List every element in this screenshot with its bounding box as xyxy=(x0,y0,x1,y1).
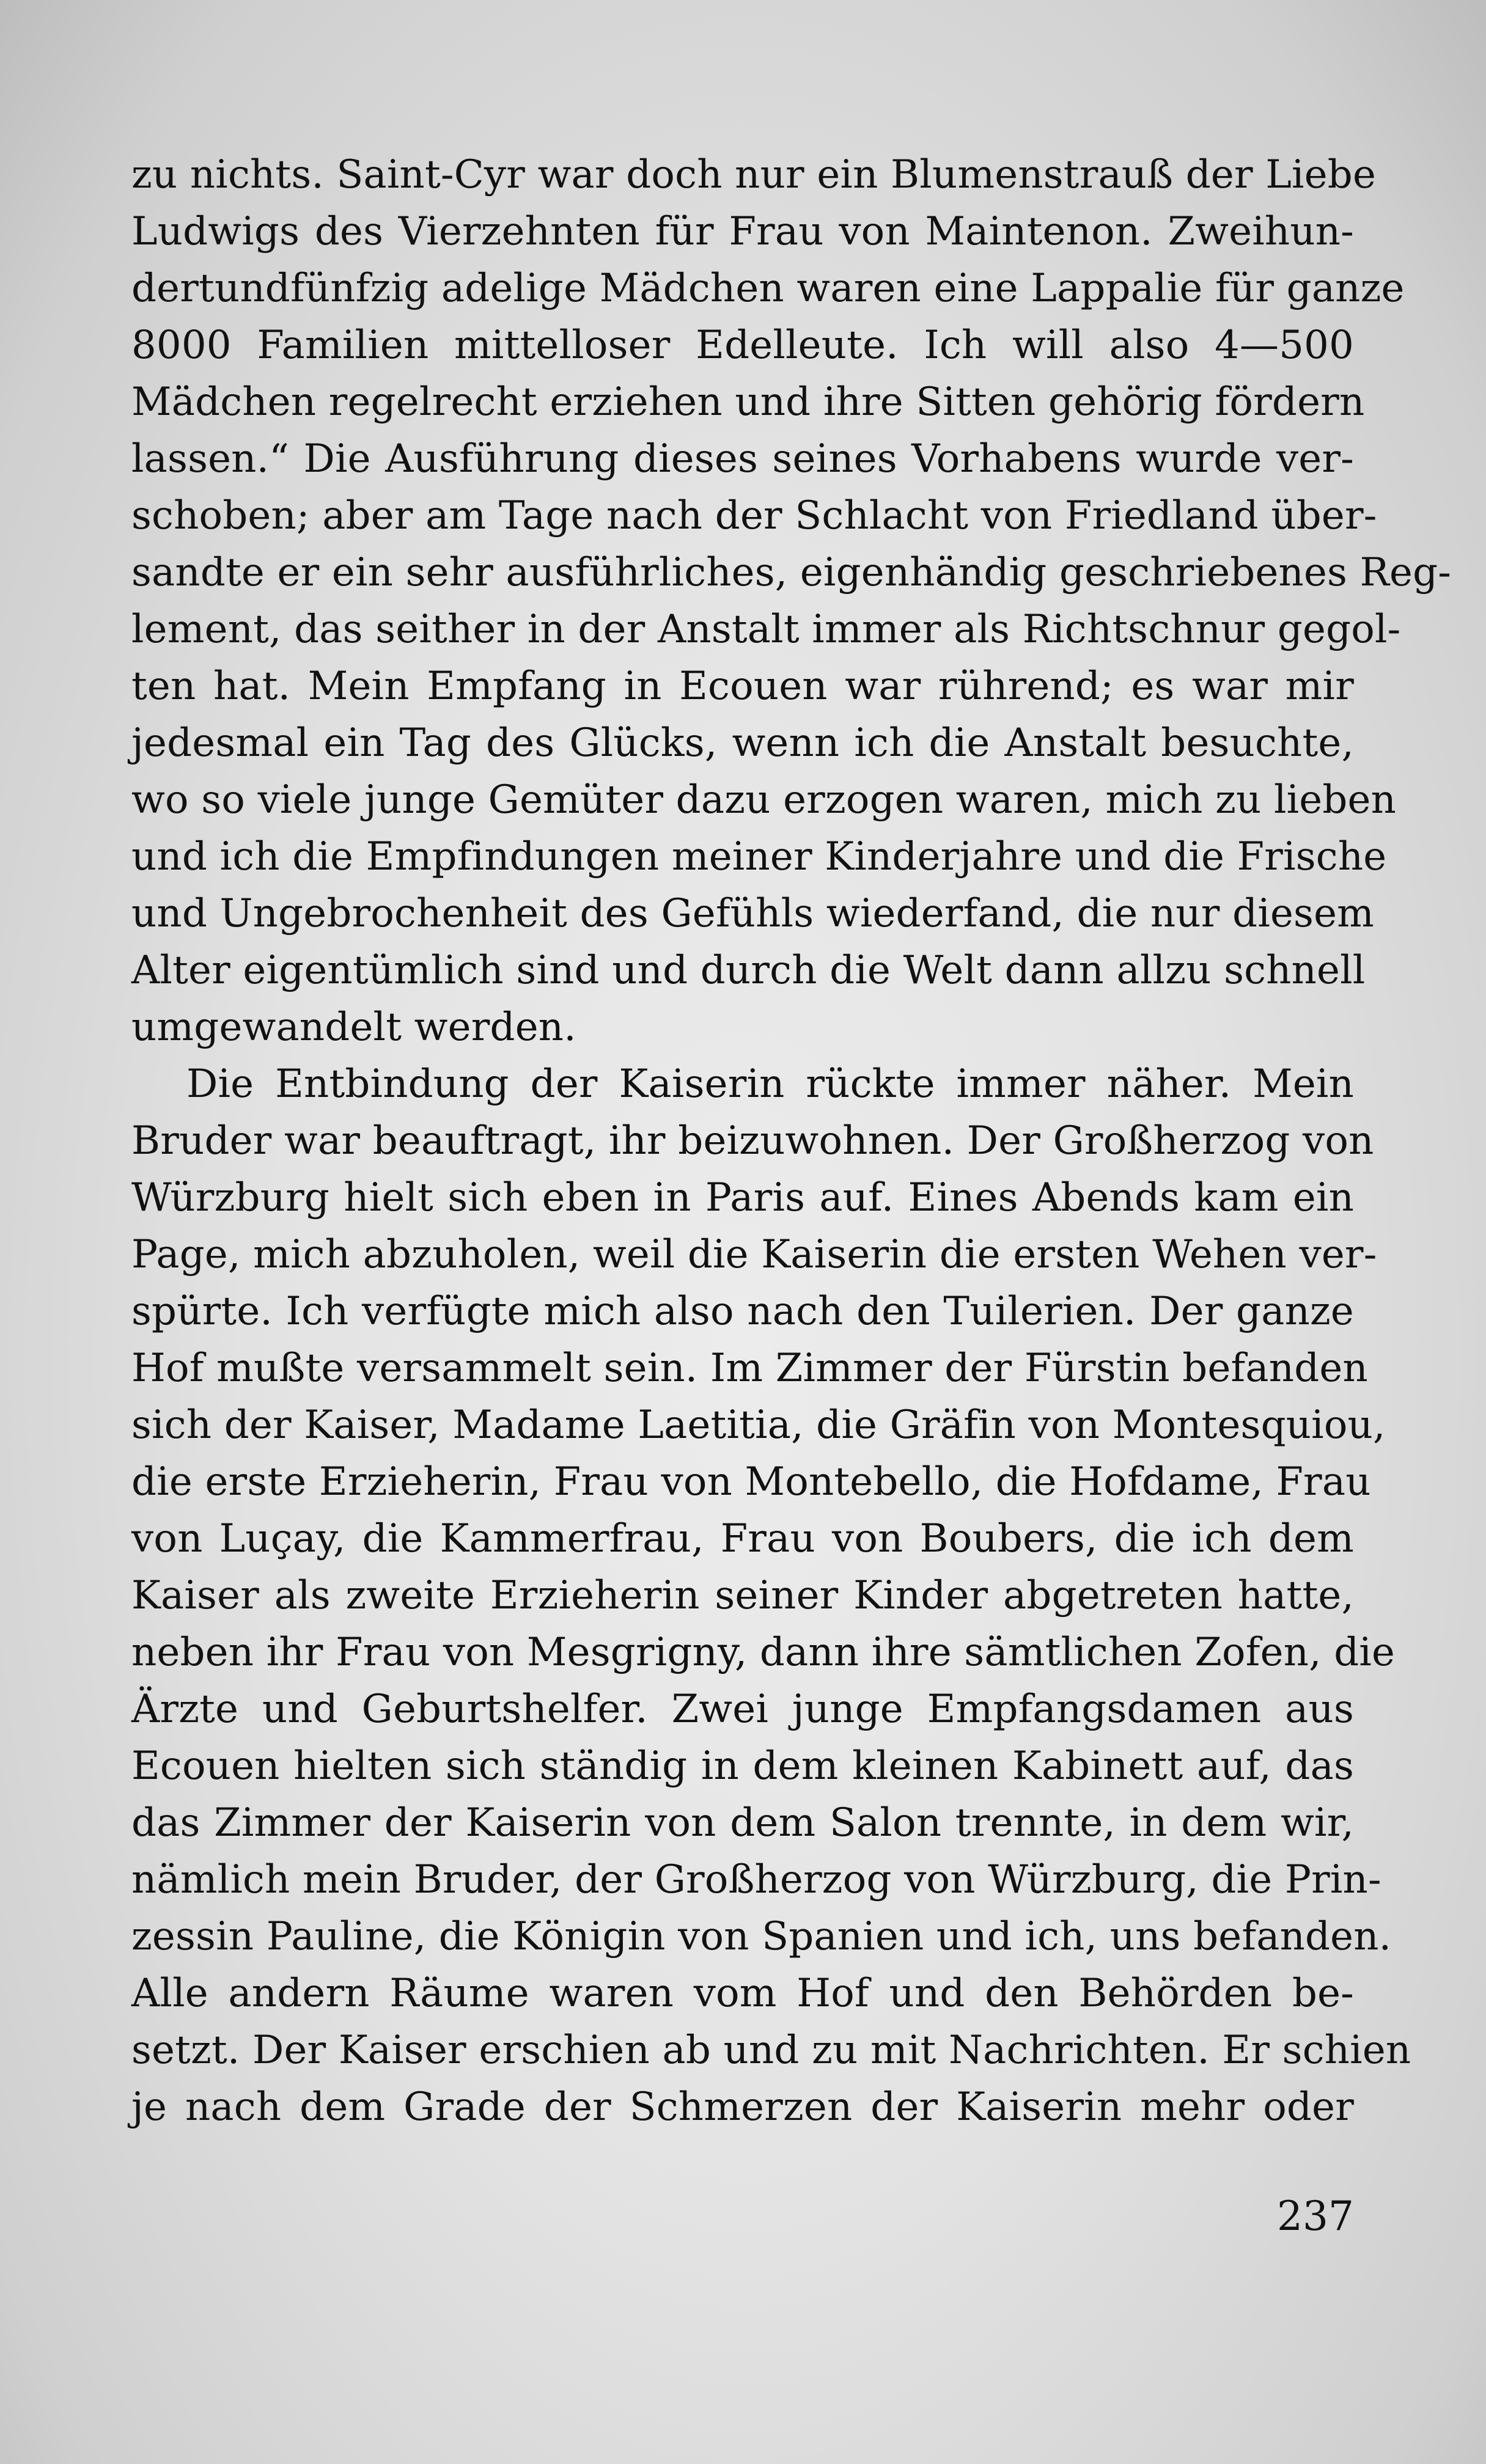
text-line: schoben; aber am Tage nach der Schlacht von Friedland über- xyxy=(131,493,1377,538)
text-line: Die Entbindung der Kaiserin rückte immer näher. Mein xyxy=(186,1062,1354,1107)
text-line: lassen.“ Die Ausführung dieses seines Vorhabens wurde ver- xyxy=(131,436,1354,482)
text-line: Ludwigs des Vierzehnten für Frau von Maintenon. Zweihun- xyxy=(131,209,1354,254)
text-line: sandte er ein sehr ausführliches, eigenhändig geschriebenes Reg- xyxy=(131,550,1452,595)
text-line: von Luçay, die Kammerfrau, Frau von Boubers, die ich dem xyxy=(131,1516,1354,1561)
text-line: dertundfünfzig adelige Mädchen waren eine Lappalie für ganze xyxy=(131,266,1405,311)
text-line: zessin Pauline, die Königin von Spanien und ich, uns befanden. xyxy=(131,1914,1392,1959)
text-line: das Zimmer der Kaiserin von dem Salon trennte, in dem wir, xyxy=(131,1800,1354,1846)
text-line: Ecouen hielten sich ständig in dem kleinen Kabinett auf, das xyxy=(131,1744,1354,1789)
text-line: Hof mußte versammelt sein. Im Zimmer der Fürstin befanden xyxy=(131,1346,1368,1391)
body-text xyxy=(131,147,1452,2136)
text-line: Bruder war beauftragt, ihr beizuwohnen. Der Großherzog von xyxy=(131,1118,1374,1164)
text-line: Mädchen regelrecht erziehen und ihre Sitten gehörig fördern xyxy=(131,380,1365,425)
text-line: Page, mich abzuholen, weil die Kaiserin die ersten Wehen ver- xyxy=(131,1232,1377,1277)
text-line: sich der Kaiser, Madame Laetitia, die Gräfin von Montesquiou, xyxy=(131,1402,1386,1448)
text-line: je nach dem Grade der Schmerzen der Kaiserin mehr oder xyxy=(131,2084,1354,2130)
text-line: spürte. Ich verfügte mich also nach den Tuilerien. Der ganze xyxy=(131,1289,1354,1334)
text-line: wo so viele junge Gemüter dazu erzogen waren, mich zu lieben xyxy=(131,777,1397,823)
text-line: und Ungebrochenheit des Gefühls wiederfand, die nur diesem xyxy=(131,891,1375,936)
text-line: neben ihr Frau von Mesgrigny, dann ihre sämtlichen Zofen, die xyxy=(131,1630,1396,1675)
text-line: Alter eigentümlich sind und durch die Welt dann allzu schnell xyxy=(131,948,1366,993)
text-line: umgewandelt werden. xyxy=(131,1005,576,1050)
book-page xyxy=(131,147,1452,2444)
text-line: Ärzte und Geburtshelfer. Zwei junge Empfangsdamen aus xyxy=(131,1687,1354,1732)
page-number: 237 xyxy=(1277,2193,1354,2240)
text-line: Kaiser als zweite Erzieherin seiner Kinder abgetreten hatte, xyxy=(131,1573,1354,1618)
text-line: setzt. Der Kaiser erschien ab und zu mit Nachrichten. Er schien xyxy=(131,2028,1411,2073)
text-line: Würzburg hielt sich eben in Paris auf. Eines Abends kam ein xyxy=(131,1175,1354,1220)
text-line: ten hat. Mein Empfang in Ecouen war rührend; es war mir xyxy=(131,664,1354,709)
text-line: die erste Erzieherin, Frau von Montebello, die Hofdame, Frau xyxy=(131,1459,1371,1505)
text-line: Alle andern Räume waren vom Hof und den Behörden be- xyxy=(131,1971,1354,2016)
text-line: jedesmal ein Tag des Glücks, wenn ich die Anstalt besuchte, xyxy=(131,721,1354,766)
text-line: 8000 Familien mittelloser Edelleute. Ich will also 4—500 xyxy=(131,323,1354,368)
text-line: lement, das seither in der Anstalt immer als Richtschnur gegol- xyxy=(131,607,1401,652)
text-line: und ich die Empfindungen meiner Kinderjahre und die Frische xyxy=(131,834,1387,879)
text-line: zu nichts. Saint-Cyr war doch nur ein Blumenstrauß der Liebe xyxy=(131,152,1377,197)
text-line: nämlich mein Bruder, der Großherzog von Würzburg, die Prin- xyxy=(131,1857,1381,1902)
